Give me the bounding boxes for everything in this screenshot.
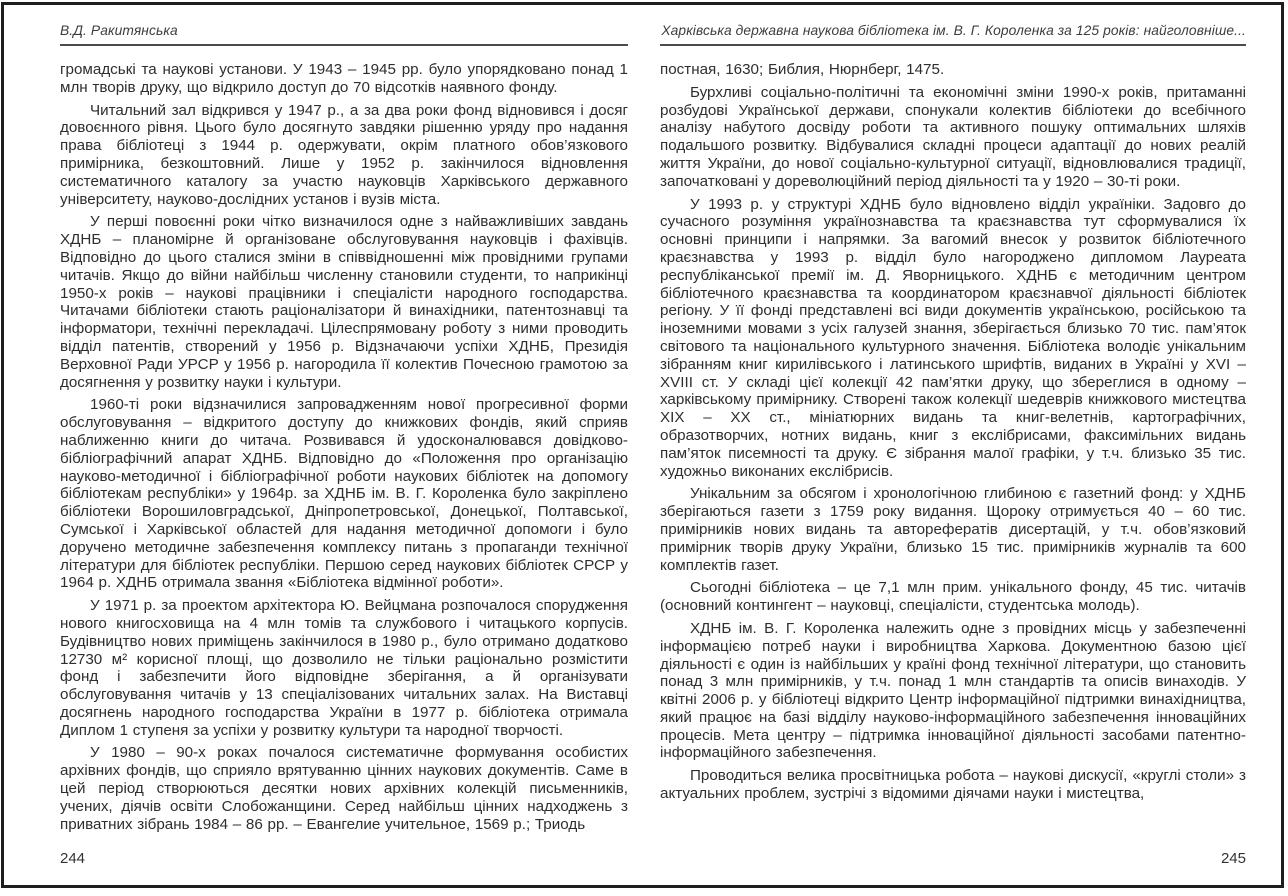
right-page-number: 245 [1220, 850, 1246, 867]
left-header-rule [60, 44, 628, 46]
left-page-number: 244 [60, 850, 86, 867]
right-page [660, 22, 1246, 867]
paragraph: У 1993 р. у структурі ХДНБ було відновлено відділ україніки. Задовго до сучасного розуміння українознавства та краєзнавства тут сформувалися їх основні принципи і напрямки. За вагомий внесок у розвиток бібліотечного краєзнавства у 1993 р. відділ було нагороджено дипломом Лауреата республіканської премії ім. Д. Яворницького. ХДНБ є методичним центром бібліотечного краєзнавства та координатором краєзнавчої діяльності бібліотек регіону. У її фонді представлені всі види документів українською, російською та іноземними мовами з усіх галузей знання, зберігається близько 70 тис. пам’яток світового та національного культурного значення. Бібліотека володіє унікальним зібранням книг кирилівського і латинського шрифтів, виданих в Україні у XVI – XVIII ст. У складі цієї колекції 42 пам’ятки друку, що збереглися в одному – харківському примірнику. Створені також колекції шедеврів книжкового мистецтва XIX – XX ст., мініатюрних видань та книг-велетнів, картографічних, образотворчих, нотних видань, книг з екслібрисами, факсимільних видань пам’яток писемності та друку. Є зібрання малої графіки, у т.ч. близько 35 тис. художньо виконаних екслібрисів. [660, 195, 1246, 480]
left-page [60, 22, 628, 867]
right-header-rule [660, 44, 1246, 46]
left-running-header: В.Д. Ракитянська [60, 23, 178, 38]
paragraph: У 1971 р. за проектом архітектора Ю. Вейцмана розпочалося спорудження нового книгосховища на 4 млн томів та службового і читацького корпусів. Будівництво нових приміщень закінчилося в 1980 р., було отримано додатково 12730 м² корисної площі, що дозволило не тільки раціонально розмістити фонд і забезпечити його відповідне зберігання, а й організувати обслуговування читачів у 13 спеціалізованих читальних залах. На Виставці досягнень народного господарства України в 1977 р. бібліотека отримала Диплом 1 ступеня за успіхи у розвитку культури та народної творчості. [60, 597, 628, 739]
paragraph: Сьогодні бібліотека – це 7,1 млн прим. унікального фонду, 45 тис. читачів (основний контингент – науковці, спеціалісти, студентська молодь). [660, 579, 1246, 615]
paragraph: Проводиться велика просвітницька робота – наукові дискусії, «круглі столи» з актуальних проблем, зустрічі з відомими діячами науки і мистецтва, [660, 767, 1246, 803]
paragraph: Читальний зал відкрився у 1947 р., а за два роки фонд відновився і досяг довоєнного рівня. Цього було досягнуто завдяки рішенню уряду про надання права бібліотеці з 1944 р. одержувати, окрім платного обов’язкового примірника, безкоштовний. Лише у 1952 р. закінчилося відновлення систематичного каталогу за участю науковців Харківського державного університету, науково-дослідних установ і вузів міста. [60, 101, 628, 208]
paragraph: У перші повоєнні роки чітко визначилося одне з найважливіших завдань ХДНБ – планомірне й організоване обслуговування науковців і фахівців. Відповідно до цього сталися зміни в співвідношенні між провідними групами читачів. Якщо до війни найбільш численну становили студенти, то наприкінці 1950-х років – наукові працівники і спеціалісти народного господарства. Читачами бібліотеки стають раціоналізатори й винахідники, патентознавці та інформатори, технічні перекладачі. Цілеспрямовану роботу з ними проводить відділ патентів, створений у 1956 р. Відзначаючи успіхи ХДНБ, Президія Верховної Ради УРСР у 1956 р. нагородила її колектив Почесною грамотою за досягнення у розвитку науки і культури. [60, 213, 628, 391]
right-page-body-text [660, 61, 1246, 803]
paragraph: громадські та наукові установи. У 1943 – 1945 рр. було упорядковано понад 1 млн творів друку, що відкрило доступ до 70 відсотків наявного фонду. [60, 61, 628, 96]
right-running-header: Харківська державна наукова бібліотека ім. В. Г. Короленка за 125 років: найголовніше... [661, 23, 1246, 38]
paragraph: Унікальним за обсягом і хронологічною глибиною є газетний фонд: у ХДНБ зберігаються газети з 1759 року видання. Щороку отримується 40 – 60 тис. примірників нових видань та авторефератів дисертацій, у т.ч. обов’язковий примірник творів друку України, близько 15 тис. примірників журналів та 600 комплектів газет. [660, 485, 1246, 574]
paragraph: постная, 1630; Библия, Нюрнберг, 1475. [660, 61, 945, 78]
paragraph: Бурхливі соціально-політичні та економічні зміни 1990-х років, притаманні розбудові Української держави, спонукали колектив бібліотеки до всебічного аналізу набутого досвіду роботи та активного пошуку оптимальних шляхів подальшого розвитку. Відбувалися складні процеси адаптації до нових реалій життя України, до нової соціально-культурної ситуації, відновлювалися традиції, започатковані у дореволюційний період діяльності та у 1920 – 30-ті роки. [660, 83, 1246, 190]
paragraph: ХДНБ ім. В. Г. Короленка належить одне з провідних місць у забезпеченні інформацією потреб науки і виробництва Харкова. Документною базою цієї діяльності є один із найбільших у країні фонд технічної літератури, що становить понад 3 млн примірників, у т.ч. понад 1 млн стандартів та описів винаходів. У квітні 2006 р. у бібліотеці відкрито Центр інформаційної підтримки винахідництва, який працює на базі відділу науково-інформаційного забезпечення інноваційних процесів. Мета центру – підтримка інноваційної діяльності засобами патентно-інформаційного забезпечення. [660, 619, 1246, 762]
paragraph: 1960-ті роки відзначилися запровадженням нової прогресивної форми обслуговування – відкритого доступу до книжкових фондів, який сприяв наближенню книги до читача. Розвивався й удосконалювався довідково-бібліографічний апарат ХДНБ. Відповідно до «Положення про організацію науково-методичної і бібліографічної роботи наукових бібліотек на допомогу бібліотекам республіки» у 1964р. за ХДНБ ім. В. Г. Короленка було закріплено бібліотеки Ворошиловградської, Дніпропетровської, Донецької, Полтавської, Сумської і Харківської областей для надання методичної допомоги і було доручено методичне забезпечення комплексу питань з пропаганди технічної літератури для бібліотек республіки. Першою серед наукових бібліотек СРСР у 1964 р. ХДНБ отримала звання «Бібліотека відмінної роботи». [60, 396, 628, 592]
left-page-body-text [60, 61, 628, 833]
paragraph: У 1980 – 90-х роках почалося систематичне формування особистих архівних фондів, що сприяло врятуванню цінних наукових документів. Саме в цей період створюються десятки нових архівних колекцій письменників, учених, діячів освіти Слобожанщини. Серед найбільш цінних надходжень з приватних зібрань 1984 – 86 рр. – Евангелие учительное, 1569 р.; Триодь [60, 744, 628, 833]
